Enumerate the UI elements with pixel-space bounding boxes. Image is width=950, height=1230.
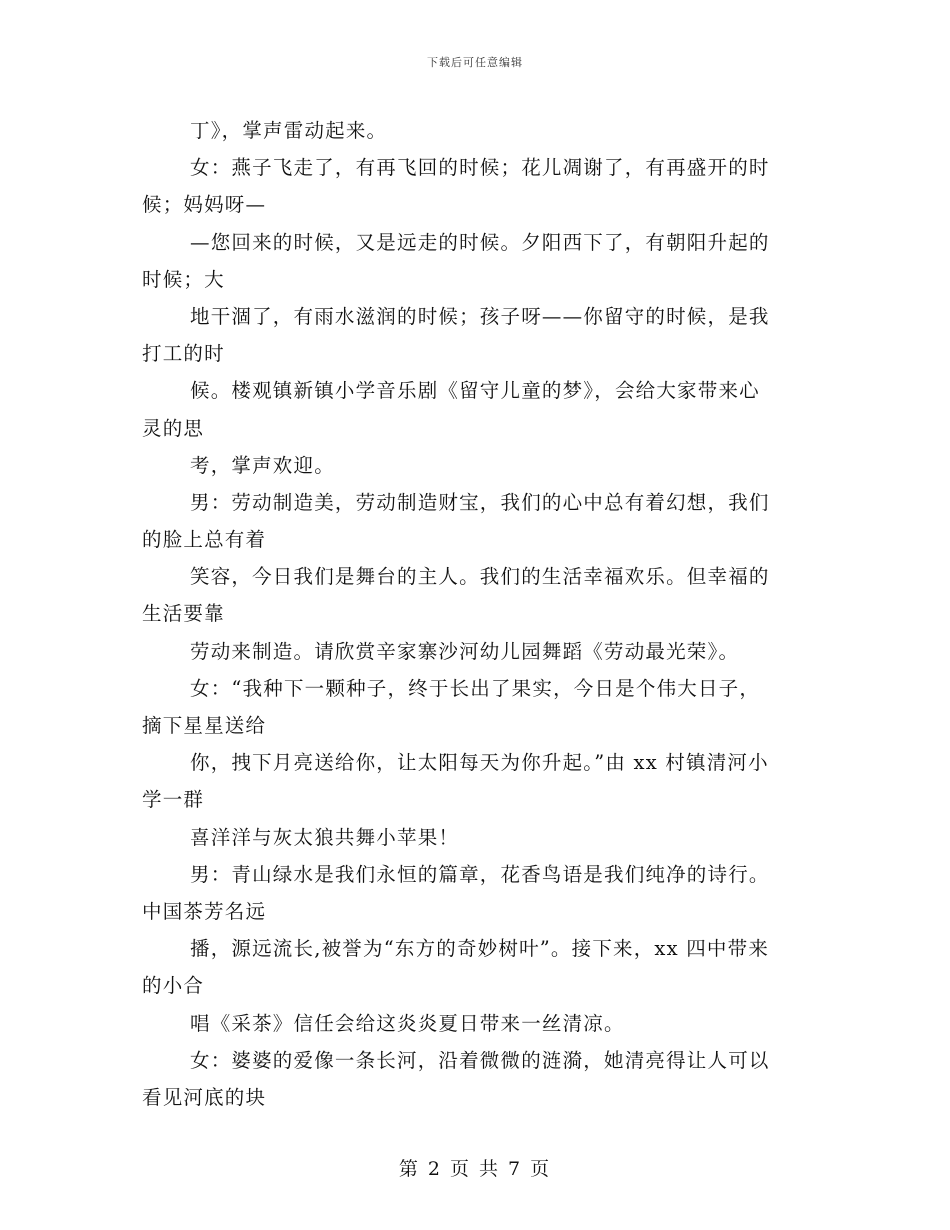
text-line: 地干涸了，有雨水滋润的时候；孩子呀——你留守的时候，是我 [190, 304, 770, 328]
text-line: 考，掌声欢迎。 [190, 453, 335, 477]
text-line: 的小合 [142, 974, 205, 998]
text-line: 男：劳动制造美，劳动制造财宝，我们的心中总有着幻想，我们 [190, 490, 770, 514]
text-line: —您回来的时候，又是远走的时候。夕阳西下了，有朝阳升起的 [190, 230, 770, 254]
text-line: 女：燕子飞走了，有再飞回的时候；花儿凋谢了，有再盛开的时 [190, 156, 770, 180]
text-line: 候。楼观镇新镇小学音乐剧《留守儿童的梦》，会给大家带来心 [190, 379, 760, 403]
text-line: 中国茶芳名远 [142, 899, 267, 923]
page-number-footer: 第 2 页 共 7 页 [398, 1158, 552, 1180]
text-line: 男：青山绿水是我们永恒的篇章，花香鸟语是我们纯净的诗行。 [190, 862, 770, 886]
text-line: 喜洋洋与灰太狼共舞小苹果！ [190, 825, 460, 849]
text-line: 女：婆婆的爱像一条长河，沿着微微的涟漪，她清亮得让人可以 [190, 1048, 770, 1072]
text-line: 学一群 [142, 788, 205, 812]
text-line: 看见河底的块 [142, 1085, 267, 1109]
text-line: 播，源远流长,被誉为“东方的奇妙树叶”。接下来，xx 四中带来 [190, 937, 770, 961]
text-line: 丁》，掌声雷动起来。 [190, 119, 388, 142]
page-header: 下载后可任意编辑 [427, 56, 523, 69]
text-line: 候；妈妈呀— [142, 193, 267, 217]
text-line: 摘下星星送给 [142, 714, 267, 737]
text-line: 唱《采茶》信任会给这炎炎夏日带来一丝清凉。 [190, 1011, 625, 1035]
text-line: 的脸上总有着 [142, 528, 267, 552]
text-line: 灵的思 [142, 416, 205, 440]
text-line: 时候；大 [142, 267, 225, 291]
text-line: 生活要靠 [142, 602, 225, 626]
text-line: 笑容，今日我们是舞台的主人。我们的生活幸福欢乐。但幸福的 [190, 565, 770, 589]
text-line: 你，拽下月亮送给你，让太阳每天为你升起。”由 xx 村镇清河小 [190, 751, 769, 775]
text-line: 女：“我种下一颗种子，终于长出了果实，今日是个伟大日子， [190, 676, 761, 700]
text-line: 劳动来制造。请欣赏辛家寨沙河幼儿园舞蹈《劳动最光荣》。 [190, 639, 740, 663]
document-body [142, 112, 822, 1116]
text-line: 打工的时 [142, 342, 225, 366]
